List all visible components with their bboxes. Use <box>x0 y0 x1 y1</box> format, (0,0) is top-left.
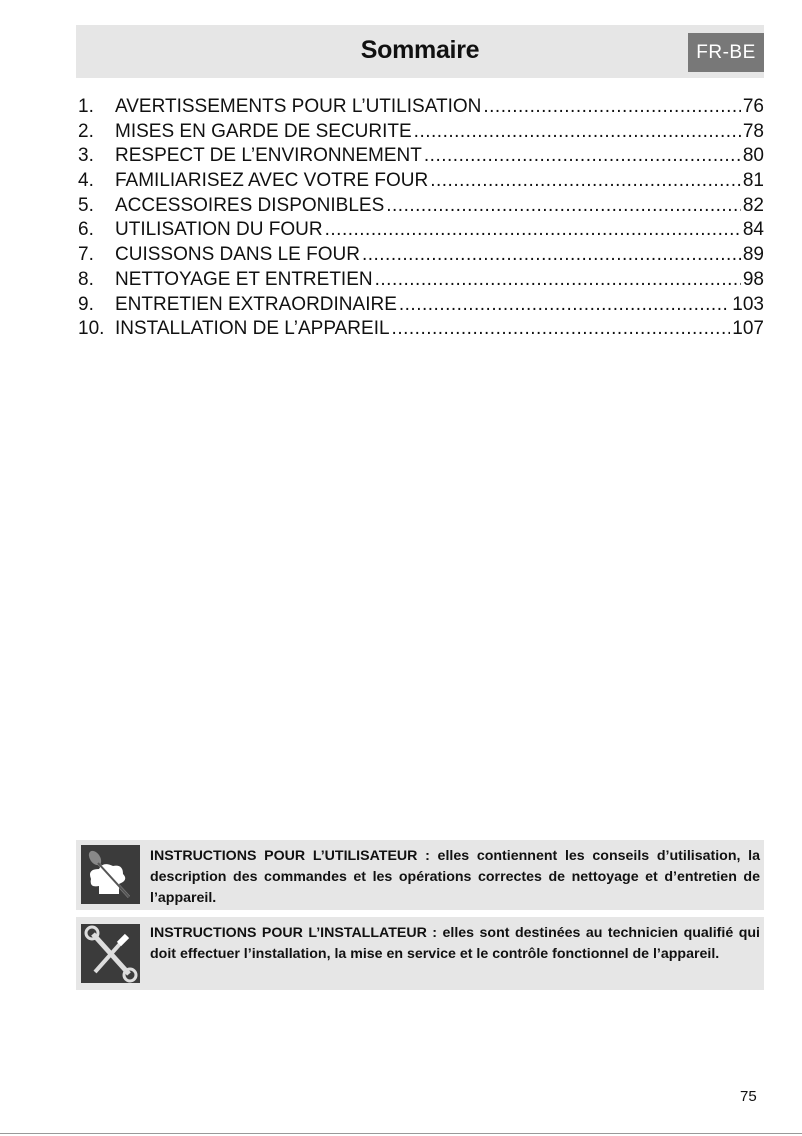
toc-number: 6. <box>78 219 94 241</box>
toc-entry[interactable] <box>78 317 764 342</box>
toc-leader <box>362 243 741 268</box>
toc-entry[interactable] <box>78 194 764 219</box>
toc-entry[interactable] <box>78 218 764 243</box>
installer-instructions-text: INSTRUCTIONS POUR L’INSTALLATEUR : elles sont destinées au technicien qualifié qui doit effectuer l’installation, la mise en service et le contrôle fonctionnel de l’appareil. <box>150 925 760 962</box>
toc-page: 103 <box>732 293 764 315</box>
toc-leader <box>399 293 730 318</box>
toc-number: 9. <box>78 293 94 315</box>
toc-label: FAMILIARISEZ AVEC VOTRE FOUR <box>115 170 429 192</box>
user-instructions-text: INSTRUCTIONS POUR L’UTILISATEUR : elles contiennent les conseils d’utilisation, la description des commandes et les opérations correctes de nettoyage et d’entretien de l’appareil. <box>150 848 760 906</box>
bottom-divider <box>0 1133 802 1134</box>
toc-leader <box>414 120 741 145</box>
toc-leader <box>430 169 741 194</box>
toc-page: 78 <box>742 120 764 142</box>
chef-spoon-icon <box>81 845 140 904</box>
toc-page: 80 <box>742 145 764 167</box>
toc-entry[interactable] <box>78 144 764 169</box>
toc-leader <box>424 144 741 169</box>
toc-label: INSTALLATION DE L’APPAREIL <box>115 318 390 340</box>
toc-number: 10. <box>78 318 105 340</box>
toc-page: 84 <box>742 219 764 241</box>
toc-entry[interactable] <box>78 120 764 145</box>
language-badge: FR-BE <box>688 33 764 72</box>
toc-number: 7. <box>78 244 94 266</box>
toc-leader <box>325 218 741 243</box>
toc-number: 1. <box>78 96 94 117</box>
toc-entry[interactable] <box>78 95 764 120</box>
toc-page: 98 <box>742 268 764 290</box>
table-of-contents <box>78 95 764 342</box>
toc-page: 82 <box>742 194 764 216</box>
toc-label: RESPECT DE L’ENVIRONNEMENT <box>115 145 422 167</box>
toc-leader <box>375 268 741 293</box>
page-number: 75 <box>740 1088 757 1105</box>
toc-number: 4. <box>78 170 94 192</box>
toc-entry[interactable] <box>78 293 764 318</box>
toc-label: UTILISATION DU FOUR <box>115 219 323 241</box>
toc-page: 107 <box>732 318 764 340</box>
toc-page: 81 <box>742 170 764 192</box>
toc-entry[interactable] <box>78 243 764 268</box>
toc-label: CUISSONS DANS LE FOUR <box>115 244 360 266</box>
toc-label: MISES EN GARDE DE SECURITE <box>115 120 412 142</box>
toc-number: 5. <box>78 194 94 216</box>
toc-leader <box>386 194 741 219</box>
toc-number: 3. <box>78 145 94 167</box>
installer-instructions-note <box>76 917 764 990</box>
toc-label: ACCESSOIRES DISPONIBLES <box>115 194 385 216</box>
toc-page: 89 <box>742 244 764 266</box>
toc-label: NETTOYAGE ET ENTRETIEN <box>115 268 373 290</box>
tools-icon <box>81 924 140 983</box>
toc-entry[interactable] <box>78 268 764 293</box>
user-instructions-note <box>76 840 764 910</box>
toc-leader <box>483 95 741 120</box>
toc-entry[interactable] <box>78 169 764 194</box>
toc-label: AVERTISSEMENTS POUR L’UTILISATION <box>115 96 482 117</box>
page-title: Sommaire <box>360 36 480 64</box>
header-band <box>76 25 764 78</box>
toc-leader <box>392 317 731 342</box>
toc-page: 76 <box>742 96 764 117</box>
toc-number: 8. <box>78 268 94 290</box>
toc-number: 2. <box>78 120 94 142</box>
toc-label: ENTRETIEN EXTRAORDINAIRE <box>115 293 397 315</box>
